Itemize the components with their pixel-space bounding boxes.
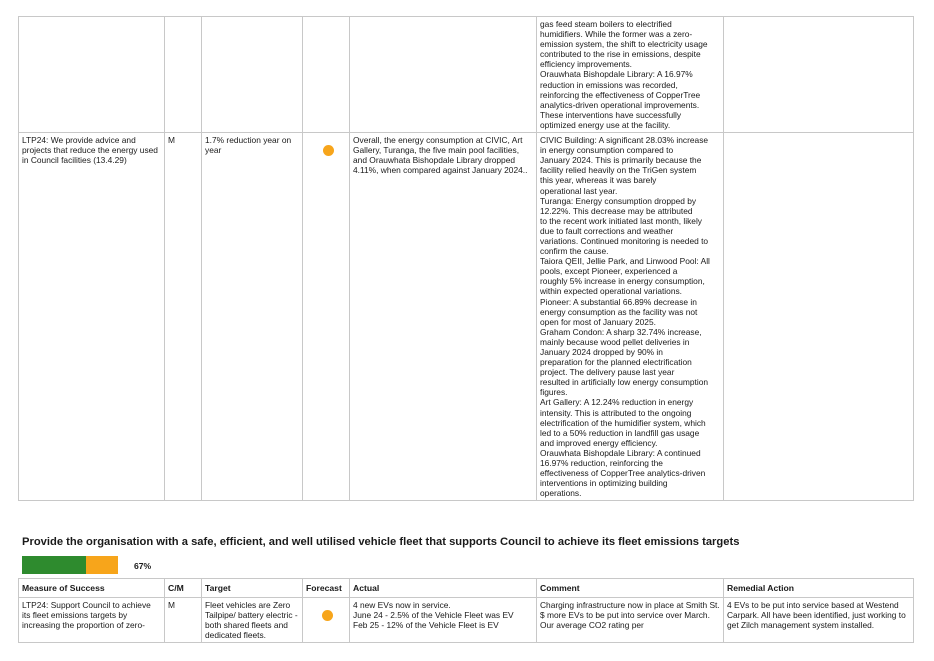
table-row	[19, 133, 914, 501]
fleet-performance-table	[18, 578, 914, 643]
target-cell: 1.7% reduction year on year	[202, 133, 303, 501]
forecast-cell	[303, 598, 350, 643]
header-actual: Actual	[350, 579, 537, 598]
header-remedial: Remedial Action	[724, 579, 914, 598]
cm-cell: M	[165, 598, 202, 643]
table-row	[19, 598, 914, 643]
cm-cell: M	[165, 133, 202, 501]
actual-cell: 4 new EVs now in service. June 24 - 2.5% of the Vehicle Fleet was EV Feb 25 - 12% of the Vehicle Fleet is EV	[350, 598, 537, 643]
top-performance-table	[18, 16, 914, 501]
measure-cell: LTP24: We provide advice and projects that reduce the energy used in Council facilities (13.4.29)	[19, 133, 165, 501]
section-title: Provide the organisation with a safe, efficient, and well utilised vehicle fleet that supports Council to achieve its fleet emissions targets	[22, 536, 740, 548]
comment-cell: Charging infrastructure now in place at Smith St. $ more EVs to be put into service over March. Our average CO2 rating per	[537, 598, 724, 643]
progress-fill-achieved	[22, 556, 86, 574]
cm-cell	[165, 17, 202, 133]
forecast-cell	[303, 133, 350, 501]
table-row	[19, 17, 914, 133]
header-forecast: Forecast	[303, 579, 350, 598]
remedial-cell: 4 EVs to be put into service based at Westend Carpark. All have been identified, just working to get Zilch management system installed.	[724, 598, 914, 643]
remedial-cell	[724, 17, 914, 133]
progress-bar	[22, 556, 118, 574]
status-dot-icon	[322, 610, 333, 621]
progress-fill-remaining	[86, 556, 118, 574]
measure-cell	[19, 17, 165, 133]
header-target: Target	[202, 579, 303, 598]
actual-cell: Overall, the energy consumption at CIVIC, Art Gallery, Turanga, the five main pool facilities, and Orauwhata Bishopdale Library dropped 4.11%, when compared against January 2024..	[350, 133, 537, 501]
target-cell	[202, 17, 303, 133]
measure-cell: LTP24: Support Council to achieve its fleet emissions targets by increasing the proportion of zero-	[19, 598, 165, 643]
table-header-row	[19, 579, 914, 598]
progress-label: 67%	[134, 561, 152, 571]
header-cm: C/M	[165, 579, 202, 598]
comment-cell: gas feed steam boilers to electrified humidifiers. While the former was a zero- emission system, the shift to electricity usage contributed to the rise in emissions, despite efficiency improvements. Orauwhata Bishopdale Library: A 16.97% reduction in emissions was recorded, reinforcing the effectiveness of CopperTree analytics-driven operational improvements. These interventions have successfully optimized energy use at the facility.	[537, 17, 724, 133]
header-measure: Measure of Success	[19, 579, 165, 598]
status-dot-icon	[323, 145, 334, 156]
header-comment: Comment	[537, 579, 724, 598]
target-cell: Fleet vehicles are Zero Tailpipe/ battery electric - both shared fleets and dedicated fleets.	[202, 598, 303, 643]
forecast-cell	[303, 17, 350, 133]
comment-cell: CIVIC Building: A significant 28.03% increase in energy consumption compared to January 2024. This is primarily because the facility relied heavily on the TriGen system this year, whereas it was barely operational last year. Turanga: Energy consumption dropped by 12.22%. This decrease may be attributed to the recent work initiated last month, likely due to fault corrections and weather variations. Continued monitoring is needed to confirm the cause. Taiora QEII, Jellie Park, and Linwood Pool: All pools, except Pioneer, experienced a roughly 5% increase in energy consumption, within expected operational variations. Pioneer: A substantial 66.89% decrease in energy consumption as the facility was not open for most of January 2025. Graham Condon: A sharp 32.74% increase, mainly because wood pellet deliveries in January 2024 dropped by 90% in preparation for the planned electrification project. The delivery pause last year resulted in artificially low energy consumption figures. Art Gallery: A 12.24% reduction in energy intensity. This is attributed to the ongoing electrification of the humidifier system, which led to a 50% reduction in landfill gas usage and improved energy efficiency. Orauwhata Bishopdale Library: A continued 16.97% reduction, reinforcing the effectiveness of CopperTree analytics-driven interventions in optimizing building operations.	[537, 133, 724, 501]
actual-cell	[350, 17, 537, 133]
remedial-cell	[724, 133, 914, 501]
